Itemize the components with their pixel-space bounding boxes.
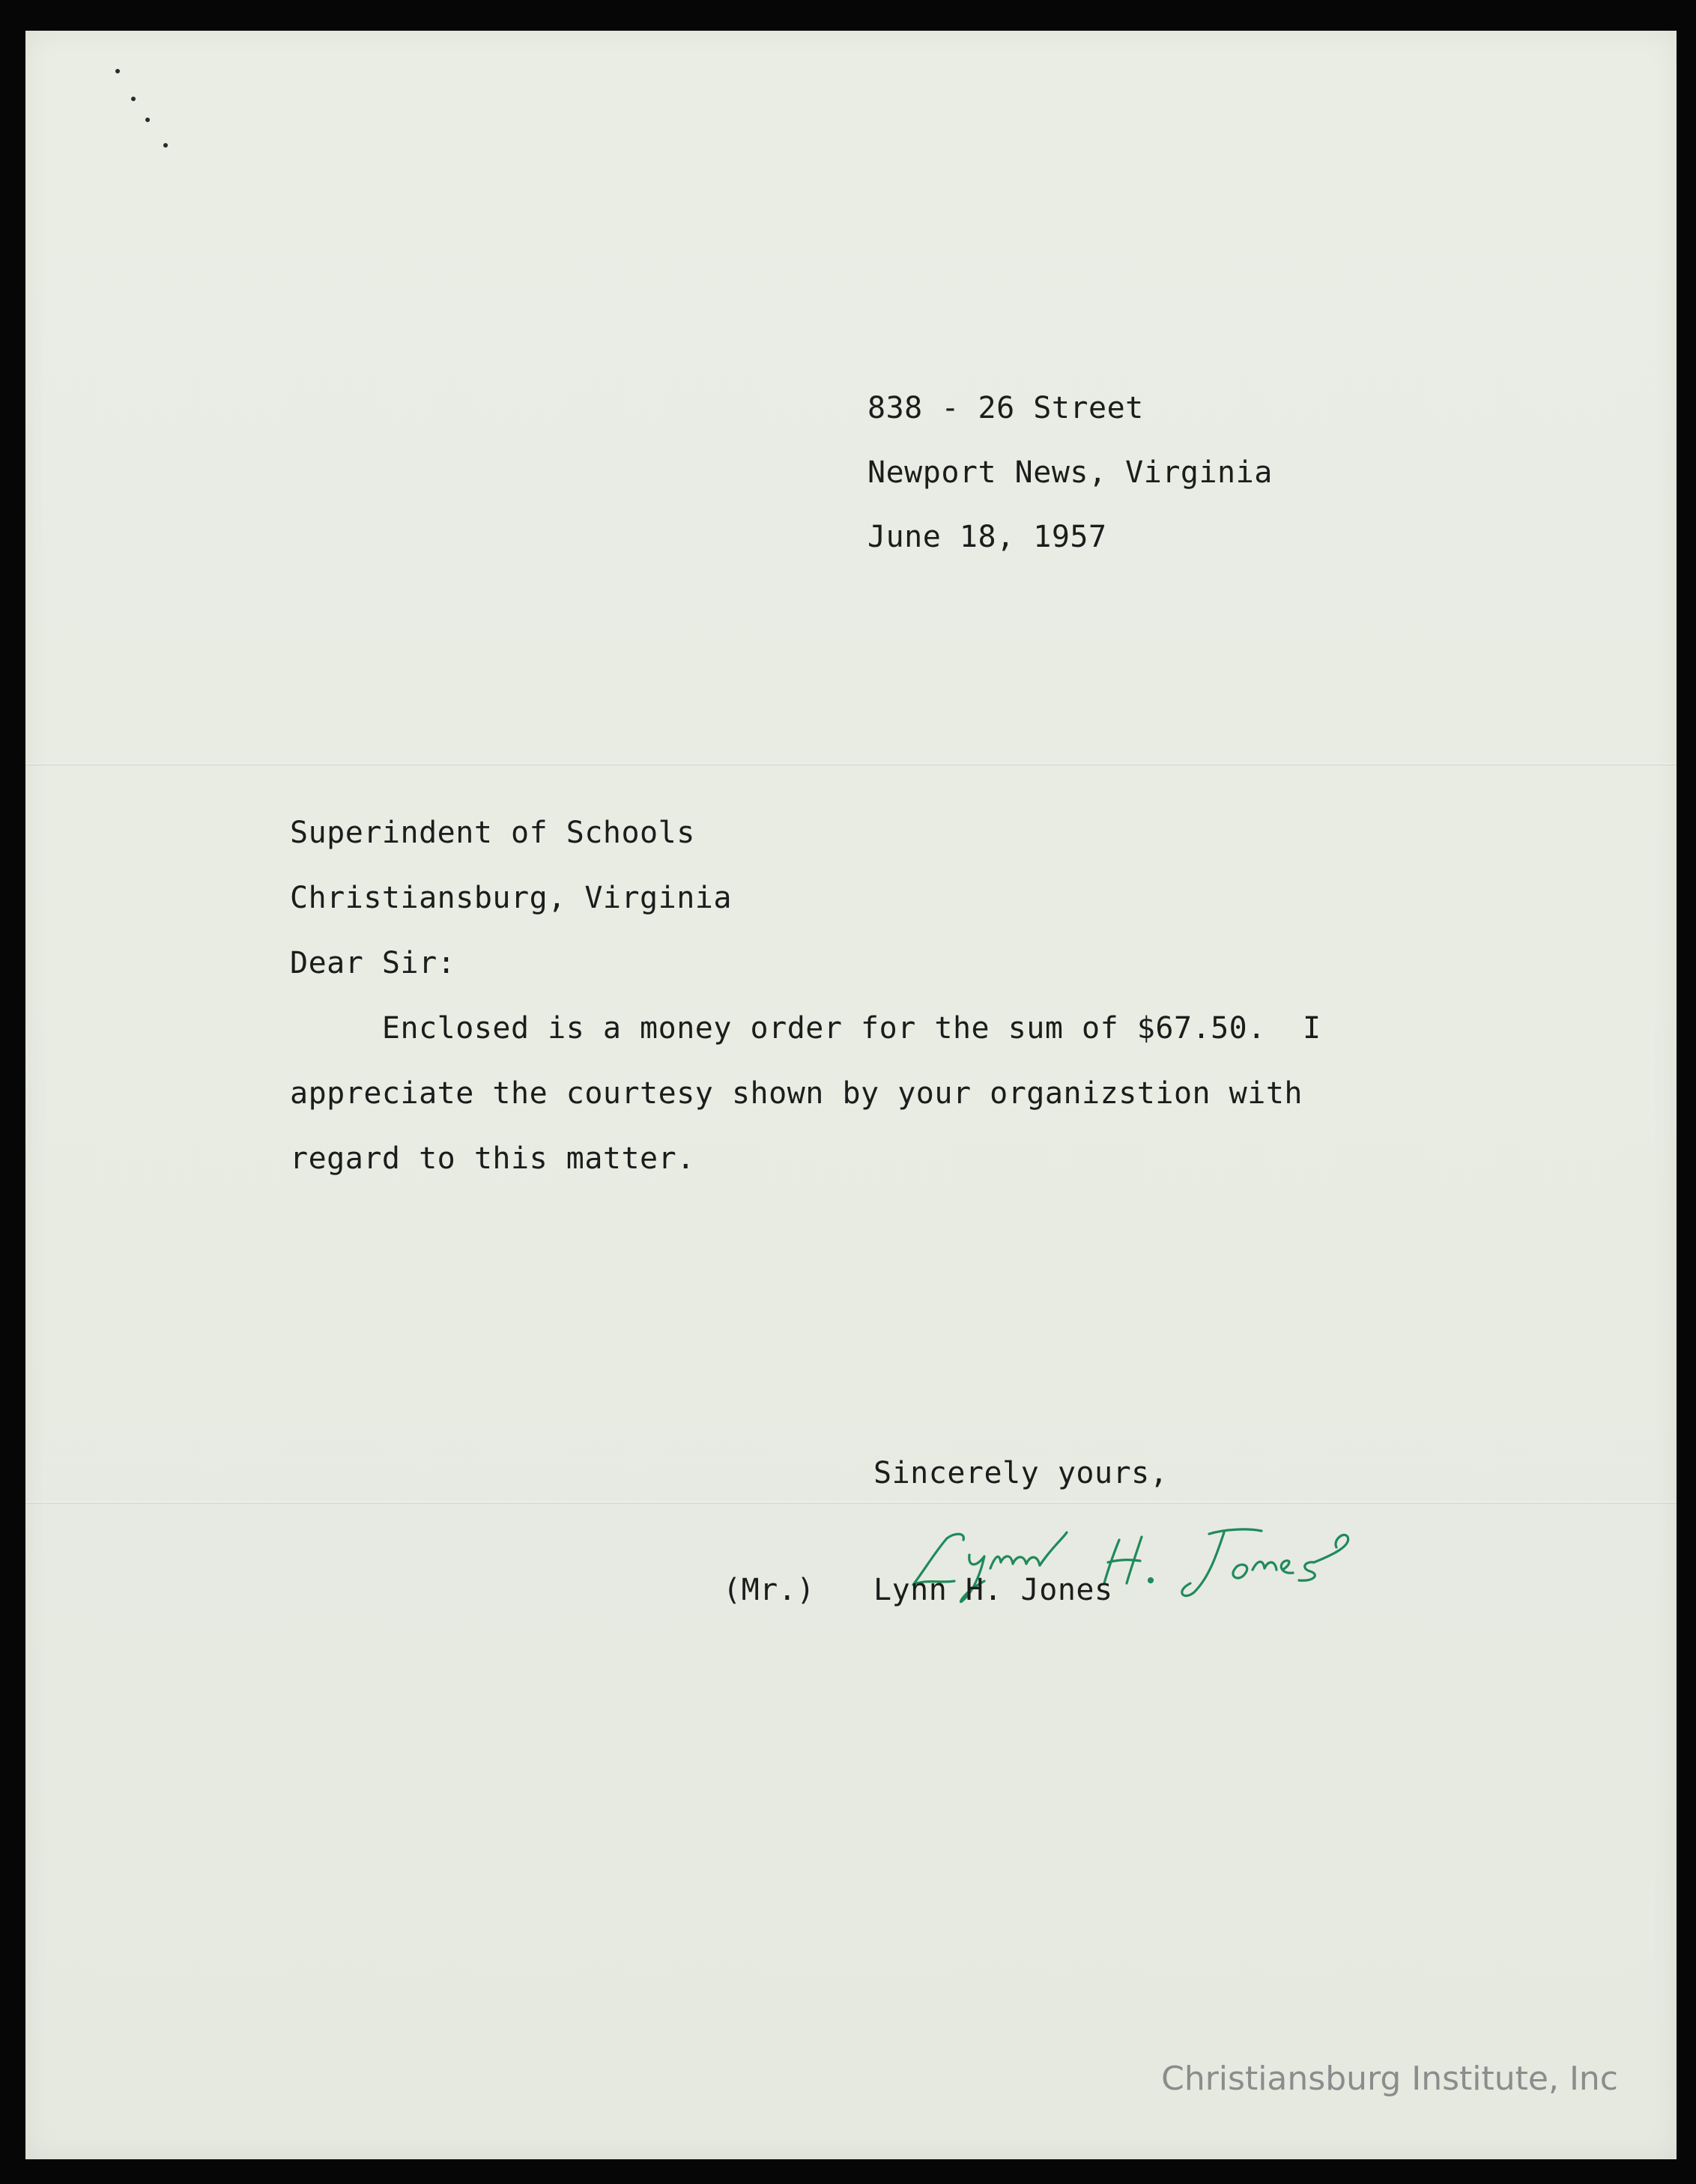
signer-name: Lynn H. Jones — [873, 1573, 1113, 1607]
staple-mark — [115, 69, 120, 73]
recipient-line2: Christiansburg, Virginia — [290, 881, 732, 915]
signer-title: (Mr.) — [723, 1573, 815, 1607]
letter-date: June 18, 1957 — [867, 520, 1107, 554]
body-line: regard to this matter. — [290, 1141, 695, 1176]
staple-mark — [145, 118, 150, 122]
recipient-line1: Superindent of Schools — [290, 816, 695, 850]
paper-fold-line — [25, 1502, 1677, 1504]
sender-address-line2: Newport News, Virginia — [867, 455, 1273, 490]
staple-mark — [131, 97, 136, 101]
body-line: Enclosed is a money order for the sum of $67.50. I — [290, 1011, 1321, 1046]
sender-address-line1: 838 - 26 Street — [867, 391, 1144, 425]
closing: Sincerely yours, — [873, 1456, 1169, 1490]
staple-mark — [163, 143, 168, 148]
salutation: Dear Sir: — [290, 946, 456, 980]
watermark-text: Christiansburg Institute, Inc — [1161, 2060, 1618, 2098]
paper-fold-line — [25, 763, 1677, 765]
body-line: appreciate the courtesy shown by your organizstion with — [290, 1076, 1303, 1111]
letter-paper — [25, 31, 1677, 2159]
